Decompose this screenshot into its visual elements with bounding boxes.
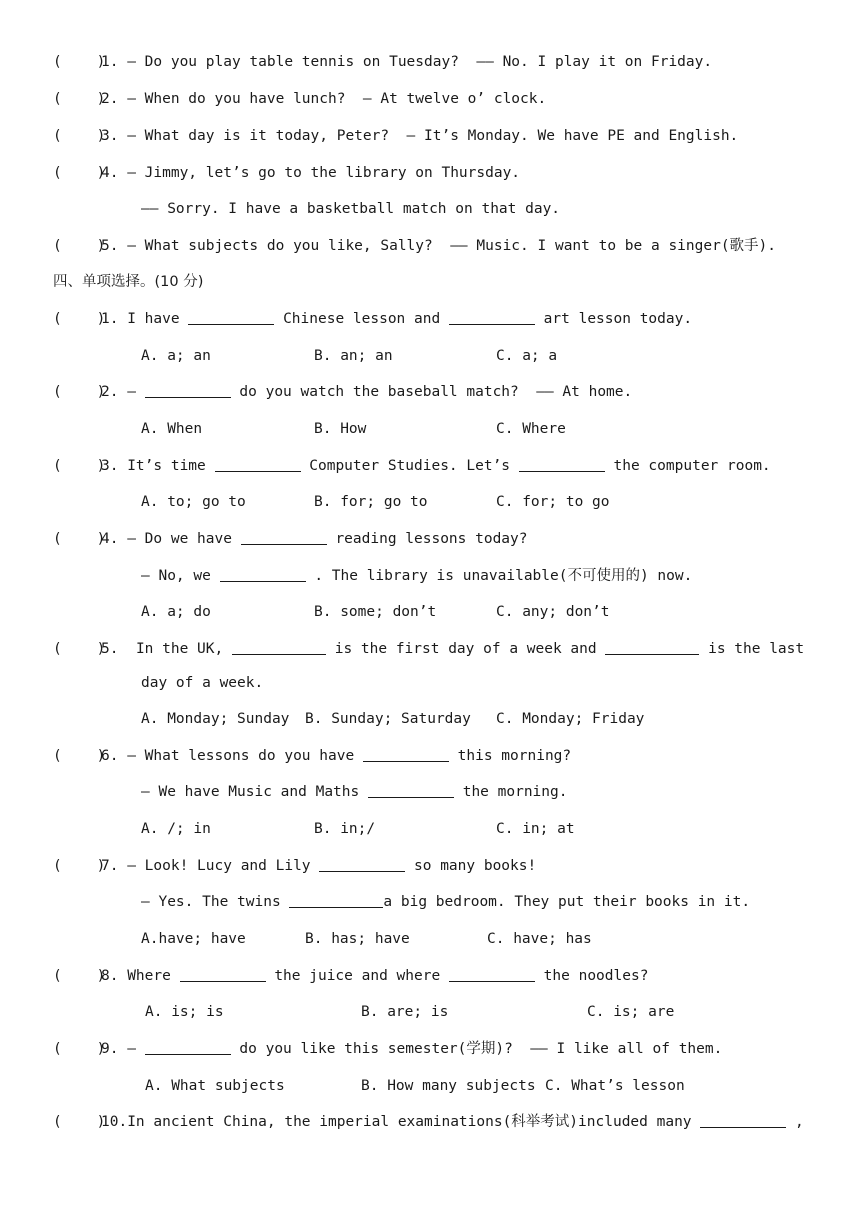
question-text: — — [127, 384, 136, 400]
option-a[interactable]: A. What subjects — [145, 1078, 285, 1094]
answer-paren[interactable]: ( ) — [53, 858, 106, 874]
question-text: — What day is it today, Peter? — It’s Monday. We have PE and English. — [127, 128, 739, 144]
question-continuation — [141, 782, 567, 802]
fill-blank[interactable] — [232, 639, 326, 655]
answer-paren[interactable]: ( ) — [53, 1114, 106, 1130]
question-row — [53, 52, 712, 72]
question-text: — What lessons do you have — [127, 748, 355, 764]
question-row — [53, 236, 776, 256]
question-number: 2. — [101, 384, 119, 400]
question-text: — — [127, 1041, 136, 1057]
question-text: the juice and where — [274, 968, 441, 984]
option-b[interactable]: B. are; is — [361, 1004, 449, 1020]
fill-blank[interactable] — [180, 966, 266, 982]
question-continuation — [141, 892, 750, 912]
question-number: 1. — [101, 311, 119, 327]
option-c[interactable]: C. What’s lesson — [545, 1078, 685, 1094]
question-text: — Jimmy, let’s go to the library on Thursday. — [127, 165, 521, 181]
answer-paren[interactable]: ( ) — [53, 748, 106, 764]
option-b[interactable]: B. some; don’t — [314, 604, 437, 620]
option-a[interactable]: A. a; an — [141, 348, 211, 364]
question-text: the morning. — [462, 784, 568, 800]
question-number: 4. — [101, 165, 119, 181]
fill-blank[interactable] — [220, 566, 306, 582]
question-text: the computer room. — [613, 458, 771, 474]
question-text: do you watch the baseball match? —— At home. — [239, 384, 633, 400]
fill-blank[interactable] — [700, 1112, 786, 1128]
question-number: 2. — [101, 91, 119, 107]
question-row — [53, 163, 520, 183]
option-a[interactable]: A. a; do — [141, 604, 211, 620]
answer-paren[interactable]: ( ) — [53, 458, 106, 474]
fill-blank[interactable] — [449, 309, 535, 325]
answer-paren[interactable]: ( ) — [53, 91, 106, 107]
question-row — [53, 126, 738, 146]
answer-paren[interactable]: ( ) — [53, 165, 106, 181]
fill-blank[interactable] — [605, 639, 699, 655]
option-c[interactable]: C. a; a — [496, 348, 558, 364]
answer-paren[interactable]: ( ) — [53, 54, 106, 70]
question-number: 6. — [101, 748, 119, 764]
option-c[interactable]: C. for; to go — [496, 494, 610, 510]
option-a[interactable]: A. Monday; Sunday — [141, 711, 290, 727]
question-row — [53, 966, 648, 986]
question-text: In the UK, — [135, 641, 224, 657]
option-a[interactable]: A. /; in — [141, 821, 211, 837]
question-continuation: —— Sorry. I have a basketball match on that day. — [141, 201, 561, 217]
question-text: a big bedroom. They put their books in it. — [383, 894, 751, 910]
question-text: — We have Music and Maths — [141, 784, 360, 800]
answer-paren[interactable]: ( ) — [53, 384, 106, 400]
question-text: Where — [127, 968, 171, 984]
question-row — [53, 89, 546, 109]
question-text: so many books! — [414, 858, 537, 874]
question-number: 7. — [101, 858, 119, 874]
answer-paren[interactable]: ( ) — [53, 311, 106, 327]
question-text: , — [795, 1114, 804, 1130]
question-text: — When do you have lunch? — At twelve o’ clock. — [127, 91, 547, 107]
question-row — [53, 856, 536, 876]
question-text: — What subjects do you like, Sally? —— Music. I want to be a singer(歌手). — [127, 238, 777, 254]
fill-blank[interactable] — [241, 529, 327, 545]
option-c[interactable]: C. in; at — [496, 821, 575, 837]
question-text: Computer Studies. Let’s — [309, 458, 511, 474]
question-text: art lesson today. — [543, 311, 693, 327]
question-text: In ancient China, the imperial examinations(科举考试)included many — [127, 1114, 692, 1130]
question-continuation — [141, 566, 692, 586]
question-text: . The library is unavailable(不可使用的) now. — [314, 568, 693, 584]
option-b[interactable]: B. How many subjects — [361, 1078, 536, 1094]
fill-blank[interactable] — [188, 309, 274, 325]
question-row — [53, 382, 632, 402]
answer-paren[interactable]: ( ) — [53, 1041, 106, 1057]
answer-paren[interactable]: ( ) — [53, 641, 106, 657]
option-a[interactable]: A.have; have — [141, 931, 246, 947]
question-text: — Look! Lucy and Lily — [127, 858, 311, 874]
fill-blank[interactable] — [319, 856, 405, 872]
question-text: is the last — [708, 641, 805, 657]
question-text: reading lessons today? — [335, 531, 528, 547]
option-b[interactable]: B. Sunday; Saturday — [305, 711, 471, 727]
option-b[interactable]: B. in;/ — [314, 821, 376, 837]
question-number: 3. — [101, 128, 119, 144]
question-text: Chinese lesson and — [283, 311, 441, 327]
question-number: 8. — [101, 968, 119, 984]
question-text: — Yes. The twins — [141, 894, 281, 910]
question-text: — Do you play table tennis on Tuesday? —— No. I play it on Friday. — [127, 54, 713, 70]
question-number: 4. — [101, 531, 119, 547]
answer-paren[interactable]: ( ) — [53, 968, 106, 984]
answer-paren[interactable]: ( ) — [53, 238, 106, 254]
fill-blank[interactable] — [145, 1039, 231, 1055]
option-c[interactable]: C. is; are — [587, 1004, 675, 1020]
question-text: this morning? — [457, 748, 572, 764]
option-c[interactable]: C. Monday; Friday — [496, 711, 645, 727]
fill-blank[interactable] — [289, 892, 383, 908]
question-text: It’s time — [127, 458, 206, 474]
fill-blank[interactable] — [449, 966, 535, 982]
option-a[interactable]: A. When — [141, 421, 203, 437]
question-row — [53, 1112, 804, 1132]
option-b[interactable]: B. has; have — [305, 931, 410, 947]
question-number: 9. — [101, 1041, 119, 1057]
question-text: I have — [127, 311, 180, 327]
question-text: — Do we have — [127, 531, 232, 547]
question-row — [53, 529, 528, 549]
fill-blank[interactable] — [519, 456, 605, 472]
option-b[interactable]: B. for; go to — [314, 494, 428, 510]
question-text: the noodles? — [543, 968, 649, 984]
question-row — [53, 456, 771, 476]
question-text: is the first day of a week and — [334, 641, 597, 657]
fill-blank[interactable] — [368, 782, 454, 798]
question-number: 10. — [101, 1114, 128, 1130]
question-text: do you like this semester(学期)? —— I like all of them. — [239, 1041, 723, 1057]
section-heading: 四、单项选择。(10 分) — [53, 274, 204, 290]
question-number: 5. — [101, 238, 119, 254]
question-row — [53, 746, 571, 766]
question-row — [53, 1039, 722, 1059]
option-a[interactable]: A. is; is — [145, 1004, 224, 1020]
question-number: 3. — [101, 458, 119, 474]
option-b[interactable]: B. How — [314, 421, 367, 437]
answer-paren[interactable]: ( ) — [53, 128, 106, 144]
fill-blank[interactable] — [215, 456, 301, 472]
question-continuation: day of a week. — [141, 675, 264, 691]
question-number: 5. — [101, 641, 119, 657]
question-text: — No, we — [141, 568, 211, 584]
option-c[interactable]: C. any; don’t — [496, 604, 610, 620]
question-number: 1. — [101, 54, 119, 70]
option-b[interactable]: B. an; an — [314, 348, 393, 364]
question-row — [53, 309, 692, 329]
option-c[interactable]: C. Where — [496, 421, 566, 437]
answer-paren[interactable]: ( ) — [53, 531, 106, 547]
option-c[interactable]: C. have; has — [487, 931, 592, 947]
question-row — [53, 639, 804, 659]
fill-blank[interactable] — [363, 746, 449, 762]
fill-blank[interactable] — [145, 382, 231, 398]
option-a[interactable]: A. to; go to — [141, 494, 246, 510]
